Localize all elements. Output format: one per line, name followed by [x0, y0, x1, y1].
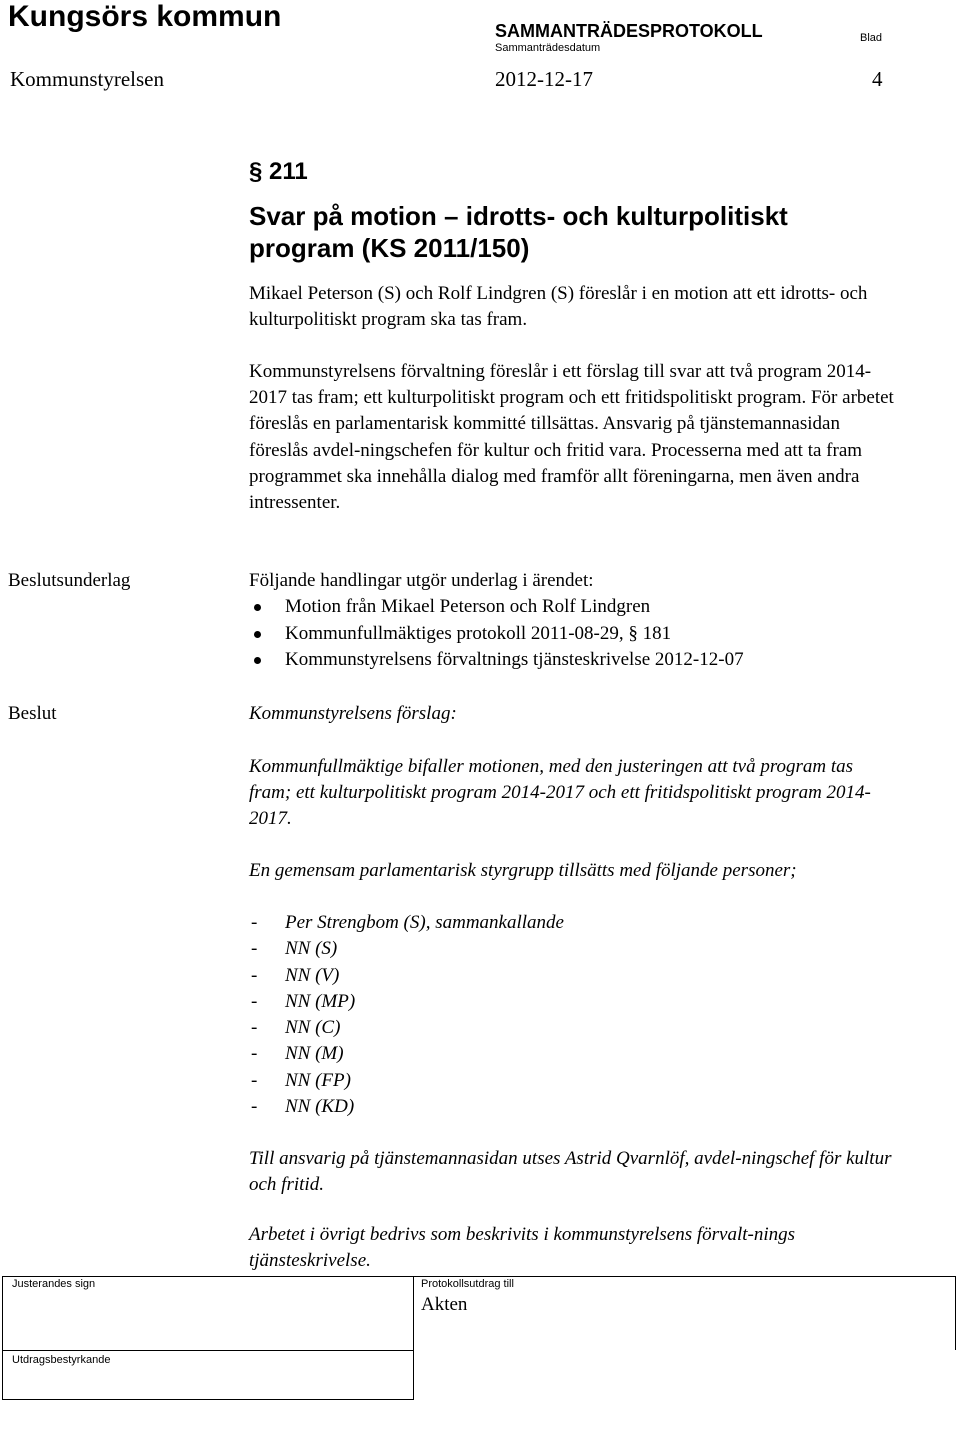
table-border-top: [2, 1276, 956, 1277]
background-paragraph: Kommunstyrelsens förvaltning föreslår i ett förslag till svar att två program 2014-2017 tas fram; ett kulturpolitiskt program och ett fritidspolitiskt program. För arbetet föreslås en parlamentarisk kommitté tillsättas. Ansvarig på tjänstemannasidan föreslås avdel-ningschefen för kultur och fritid vara. Processerna med att ta fram programmet ska innehålla dialog med framför allt föreningarna, men även andra intressenter.: [249, 361, 894, 514]
proposal-label: Kommunstyrelsens förslag:: [249, 703, 457, 724]
section-title: Svar på motion – idrotts- och kulturpolitiskt program (KS 2011/150): [249, 201, 788, 263]
dash-marker: -: [251, 1069, 258, 1091]
list-item: [249, 1015, 899, 1041]
meeting-date-label: Sammanträdesdatum: [495, 42, 601, 54]
document-type: SAMMANTRÄDESPROTOKOLL: [495, 21, 763, 41]
list-item: [249, 910, 899, 936]
intro-paragraph: Mikael Peterson (S) och Rolf Lindgren (S) föreslår i en motion att ett idrotts- och kulturpolitiskt program ska tas fram.: [249, 283, 868, 331]
decision-paragraph-2: En gemensam parlamentarisk styrgrupp tillsätts med följande personer;: [249, 860, 797, 881]
decision-paragraph-3: Till ansvarig på tjänstemannasidan utses Astrid Qvarnlöf, avdel-ningschef för kultur och fritid.: [249, 1148, 892, 1196]
list-item: [249, 1068, 899, 1094]
list-item-text: Kommunstyrelsens förvaltnings tjänsteskrivelse 2012-12-07: [285, 649, 744, 670]
dash-marker: -: [251, 990, 258, 1012]
meeting-date: 2012-12-17: [495, 67, 593, 91]
page-label: Blad: [860, 32, 883, 44]
list-item-text: NN (S): [285, 938, 338, 960]
organization-name: Kungsörs kommun: [8, 0, 282, 33]
list-item: [249, 1094, 899, 1120]
table-border-left: [2, 1276, 3, 1400]
decision-paragraph-1: Kommunfullmäktige bifaller motionen, med den justeringen att två program tas fram; ett kulturpolitiskt program 2014-2017 och ett fritidspolitiskt program 2014-2017.: [249, 756, 871, 830]
beslut-label: Beslut: [8, 703, 57, 724]
underlag-list: [249, 594, 899, 674]
list-item: [249, 621, 899, 648]
list-item-text: NN (MP): [285, 990, 356, 1012]
dash-marker: -: [251, 1043, 258, 1065]
list-item: [249, 936, 899, 962]
list-item-text: NN (V): [285, 964, 340, 986]
list-item: [249, 594, 899, 621]
list-item: [249, 989, 899, 1015]
list-item-text: NN (C): [285, 1017, 341, 1039]
list-item-text: NN (M): [285, 1043, 344, 1065]
dash-marker: -: [251, 912, 258, 933]
excerpt-recipient: Akten: [421, 1294, 468, 1315]
bullet-icon: [254, 657, 261, 664]
list-item: [249, 963, 899, 989]
list-item: [249, 647, 899, 674]
certifier-label: Utdragsbestyrkande: [12, 1354, 111, 1366]
table-border-right: [955, 1276, 956, 1350]
signature-table: [0, 1276, 956, 1400]
decision-paragraph-4: Arbetet i övrigt bedrivs som beskrivits i kommunstyrelsens förvalt-nings tjänsteskrivelse.: [249, 1224, 795, 1272]
bullet-icon: [254, 604, 261, 611]
bullet-icon: [254, 631, 261, 638]
table-column-divider: [413, 1276, 414, 1400]
page-number: 4: [872, 67, 883, 91]
dash-marker: -: [251, 964, 258, 986]
excerpt-recipients-label: Protokollsutdrag till: [421, 1278, 514, 1290]
dash-marker: -: [251, 1017, 258, 1039]
dash-marker: -: [251, 938, 258, 960]
underlag-intro: Följande handlingar utgör underlag i ärendet:: [249, 570, 594, 591]
signers-label: Justerandes sign: [12, 1278, 96, 1290]
dash-marker: -: [251, 1096, 258, 1118]
list-item-text: NN (KD): [285, 1096, 355, 1118]
steering-group-list: [249, 910, 899, 1120]
paragraph-number-value: 211: [269, 158, 308, 185]
underlag-label: Beslutsunderlag: [8, 570, 131, 591]
committee-name: Kommunstyrelsen: [10, 67, 164, 91]
list-item-text: Motion från Mikael Peterson och Rolf Lindgren: [285, 596, 651, 617]
paragraph-number: [249, 156, 308, 188]
list-item-text: Per Strengbom (S), sammankallande: [285, 912, 564, 933]
section-sign-icon: §: [249, 158, 263, 185]
list-item: [249, 1041, 899, 1067]
list-item-text: Kommunfullmäktiges protokoll 2011-08-29, § 181: [285, 622, 672, 644]
table-border-bottom: [2, 1399, 414, 1400]
table-divider: [2, 1350, 414, 1351]
list-item-text: NN (FP): [285, 1069, 351, 1091]
